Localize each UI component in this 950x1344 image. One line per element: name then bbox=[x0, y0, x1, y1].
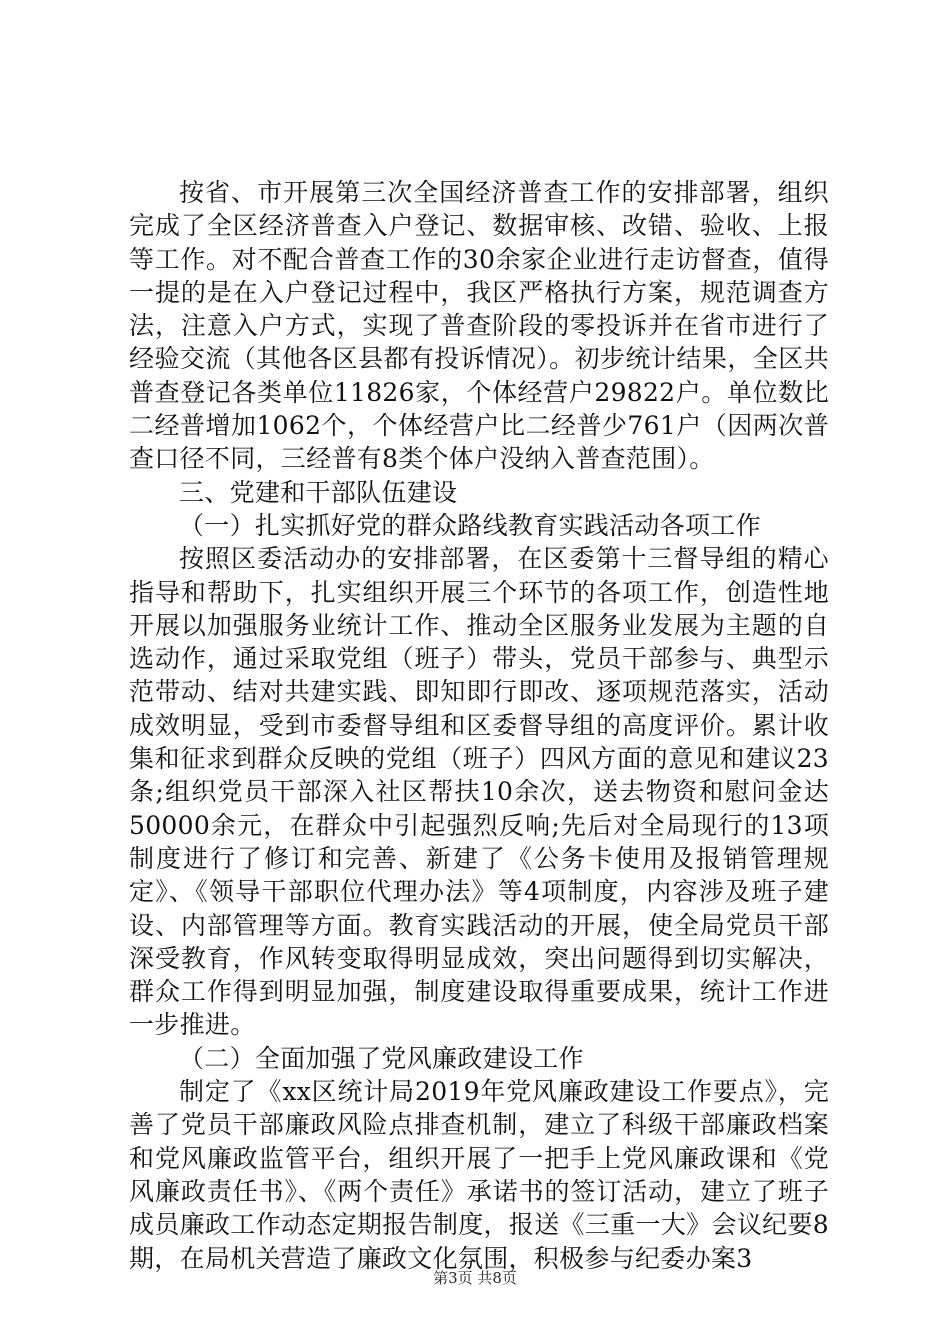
paragraph-economic-census: 按省、市开展第三次全国经济普查工作的安排部署，组织完成了全区经济普查入户登记、数据审核、改错、验收、上报等工作。对不配合普查工作的30余家企业进行走访督查，值得一提的是在入户登记过程中，我区严格执行方案，规范调查方法，注意入户方式，实现了普查阶段的零投诉并在省市进行了经验交流（其他各区县都有投诉情况）。初步统计结果，全区共普查登记各类单位11826家，个体经营户29822户。单位数比二经普增加1062个，个体经营户比二经普少761户（因两次普查口径不同，三经普有8类个体户没纳入普查范围）。 bbox=[129, 178, 829, 474]
subsection-heading-mass-line: （一）扎实抓好党的群众路线教育实践活动各项工作 bbox=[179, 510, 761, 540]
page-number-indicator: 第3页 共8页 bbox=[433, 1269, 517, 1287]
paragraph-integrity-work: 制定了《xx区统计局2019年党风廉政建设工作要点》，完善了党员干部廉政风险点排查机制，建立了科级干部廉政档案和党风廉政监管平台，组织开展了一把手上党风廉政课和《党风廉政责任书》、《两个责任》承诺书的签订活动，建立了班子成员廉政工作动态定期报告制度，报送《三重一大》会议纪要8期，在局机关营造了廉政文化氛围，积极参与纪委办案3 bbox=[129, 1077, 829, 1273]
page-footer bbox=[0, 1268, 950, 1288]
document-body bbox=[129, 176, 829, 1275]
paragraph-mass-line-activity: 按照区委活动办的安排部署，在区委第十三督导组的精心指导和帮助下，扎实组织开展三个环节的各项工作，创造性地开展以加强服务业统计工作、推动全区服务业发展为主题的自选动作，通过采取党组（班子）带头，党员干部参与、典型示范带动、结对共建实践、即知即行即改、逐项规范落实，活动成效明显，受到市委督导组和区委督导组的高度评价。累计收集和征求到群众反映的党组（班子）四风方面的意见和建议23条;组织党员干部深入社区帮扶10余次，送去物资和慰问金达50000余元，在群众中引起强烈反响;先后对全局现行的13项制度进行了修订和完善、新建了《公务卡使用及报销管理规定》、《领导干部职位代理办法》等4项制度，内容涉及班子建设、内部管理等方面。教育实践活动的开展，使全局党员干部深受教育，作风转变取得明显成效，突出问题得到切实解决，群众工作得到明显加强，制度建设取得重要成果，统计工作进一步推进。 bbox=[129, 544, 829, 1040]
section-heading-party-building: 三、党建和干部队伍建设 bbox=[179, 477, 458, 507]
subsection-heading-integrity: （二）全面加强了党风廉政建设工作 bbox=[179, 1043, 584, 1073]
